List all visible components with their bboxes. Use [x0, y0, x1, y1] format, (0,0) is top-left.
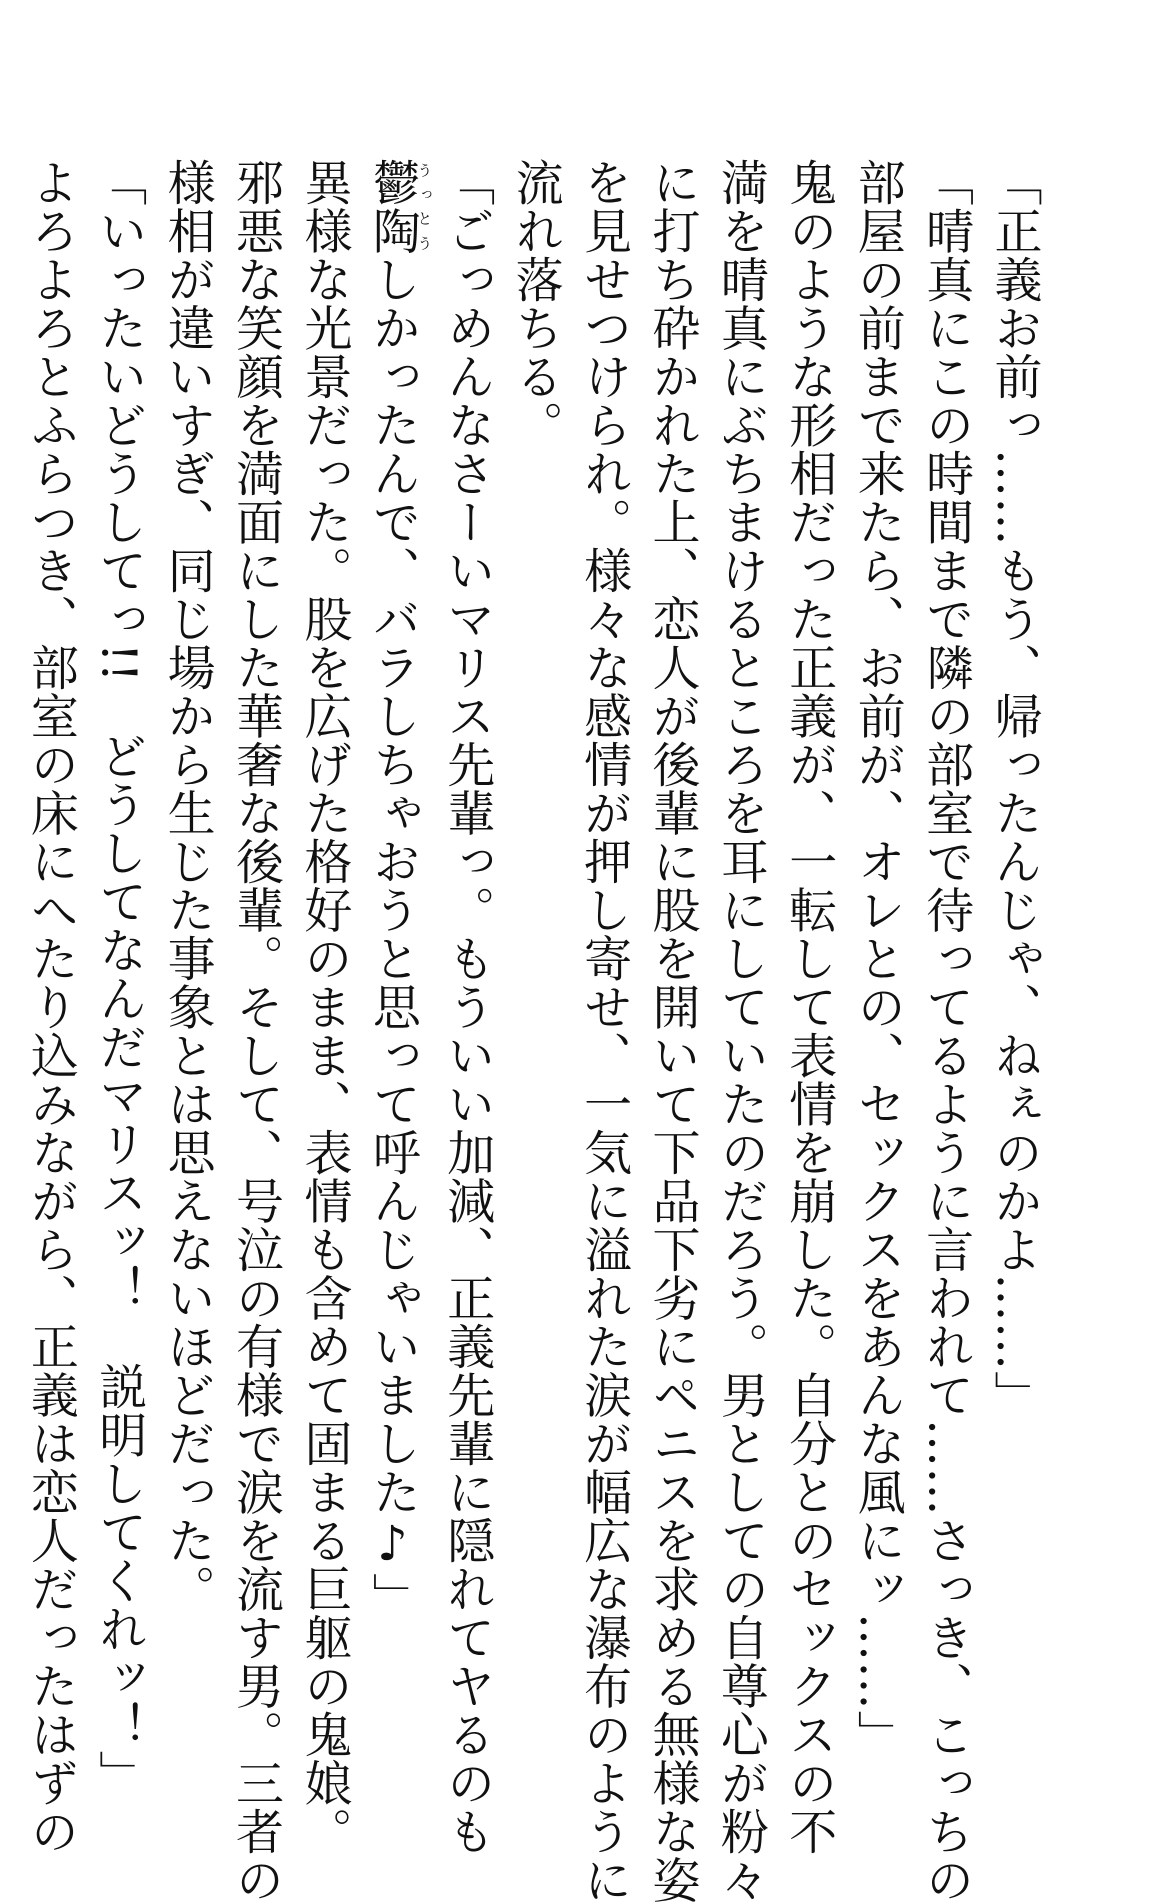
- text-line-6: に打ち砕かれた上、恋人が後輩に股を開いて下品下劣にペニスを求める無様な姿: [643, 158, 700, 1904]
- text-line-4: 鬼のような形相だった正義が、一転して表情を崩した。自分とのセックスの不: [780, 158, 837, 1856]
- text-line-1: 「正義お前っ……もう、帰ったんじゃ、ねぇのかよ……」: [986, 158, 1042, 1419]
- text-line-12: 邪悪な笑顔を満面にした華奢な後輩。そして、号泣の有様で涙を流す男。三者の: [227, 158, 284, 1904]
- ruby-base: 鬱陶: [364, 158, 421, 255]
- text-line-5: 満を晴真にぶちまけるところを耳にしていたのだろう。男としての自尊心が粉々: [712, 158, 769, 1904]
- text-line-15: よろよろとふらつき、部室の床にへたり込みながら、正義は恋人だったはずの: [22, 158, 79, 1856]
- text-line-14: 「いったいどうしてっ!! どうしてなんだマリスッ！ 説明してくれッ！」: [90, 158, 147, 1799]
- text-line-7: を見せつけられ。様々な感情が押し寄せ、一気に溢れた涙が幅広な瀑布のように: [575, 158, 632, 1904]
- ruby-reading: うっとう: [415, 158, 434, 255]
- text-line-9: 「ごっめんなさーいマリス先輩っ。もういい加減、正義先輩に隠れてヤるのも: [438, 158, 495, 1856]
- text-line-10-rest: しかったんで、バラしちゃおうと思って呼んじゃいました♪」: [364, 255, 421, 1621]
- text-line-11: 異様な光景だった。股を広げた格好のまま、表情も含めて固まる巨躯の鬼娘。: [295, 158, 352, 1856]
- text-line-8: 流れ落ちる。: [507, 158, 564, 449]
- vertical-text-body: [16, 158, 1048, 1904]
- text-line-2: 「晴真にこの時間まで隣の部室で待ってるように言われて……さっき、こっちの: [917, 158, 974, 1904]
- text-line-10: [358, 158, 434, 1621]
- ruby-annotation: [364, 158, 434, 255]
- text-line-3: 部屋の前まで来たら、お前が、オレとの、セックスをあんな風にッ……」: [849, 158, 906, 1759]
- text-line-13: 様相が違いすぎ、同じ場から生じた事象とは思えないほどだった。: [159, 158, 216, 1613]
